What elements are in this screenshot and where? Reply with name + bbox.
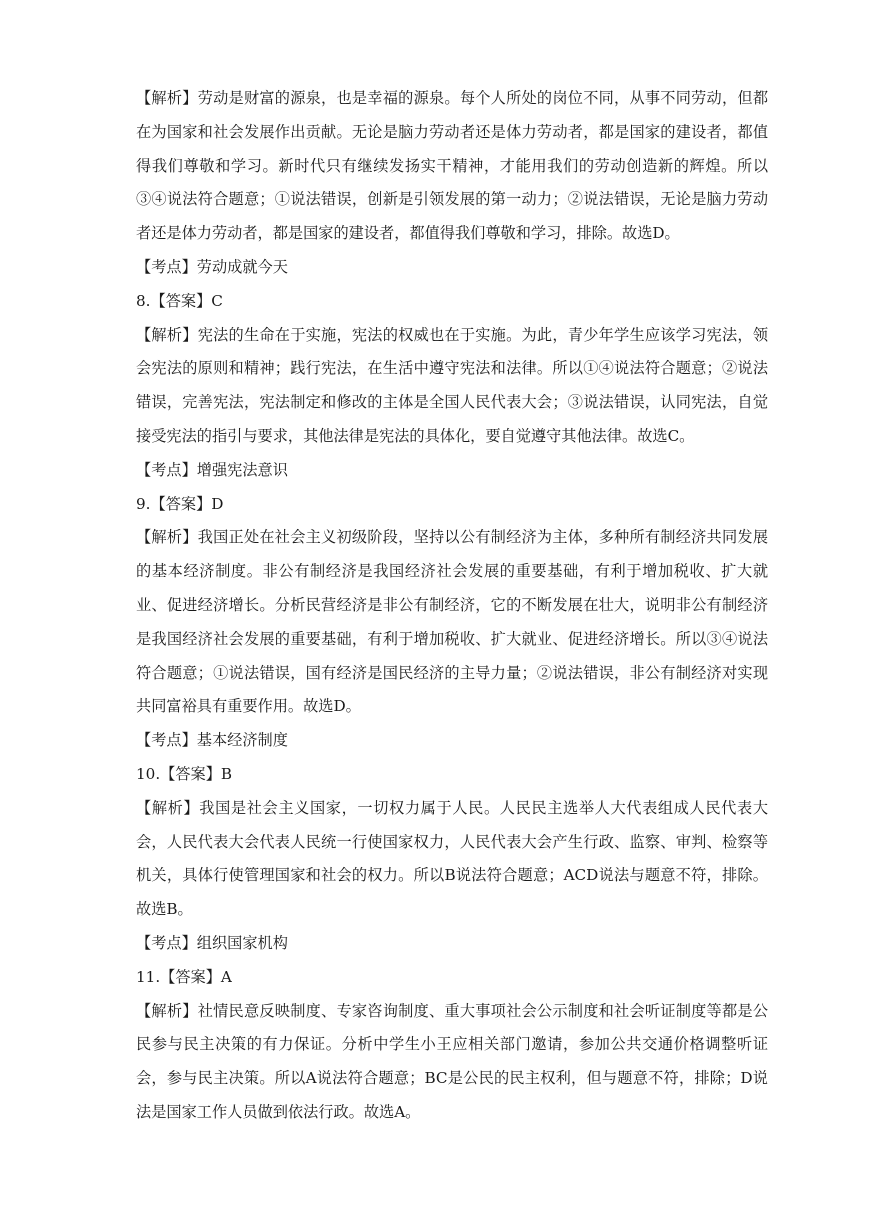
analysis-text: 我国正处在社会主义初级阶段，坚持以公有制经济为主体，多种所有制经济共同发展的基本经济制度。非公有制经济是我国经济社会发展的重要基础，有利于增加税收、扩大就业、促进经济增长。分析民营经济是非公有制经济，它的不断发展在壮大，说明非公有制经济是我国经济社会发展的重要基础，有利于增加税收、扩大就业、促进经济增长。所以③④说法符合题意；①说法错误，国有经济是国民经济的主导力量；②说法错误，非公有制经济对实现共同富裕具有重要作用。故选D。 xyxy=(136,528,769,716)
answer-value: D xyxy=(211,494,224,513)
analysis-11 xyxy=(136,995,768,1130)
answer-11 xyxy=(136,961,768,995)
question-number: 11. xyxy=(136,967,161,986)
point-text: 基本经济制度 xyxy=(196,731,288,750)
answer-label: 【答案】 xyxy=(150,291,212,310)
analysis-text: 社情民意反映制度、专家咨询制度、重大事项社会公示制度和社会听证制度等都是公民参与民主决策的有力保证。分析中学生小王应相关部门邀请，参加公共交通价格调整听证会，参与民主决策。所以A说法符合题意；BC是公民的民主权利，但与题意不符，排除；D说法是国家工作人员做到依法行政。故选A。 xyxy=(136,1001,769,1121)
analysis-label: 【解析】 xyxy=(136,1001,198,1020)
point-label: 【考点】 xyxy=(136,933,197,952)
analysis-label: 【解析】 xyxy=(136,798,200,817)
analysis-label: 【解析】 xyxy=(136,528,198,547)
answer-label: 【答案】 xyxy=(150,494,212,513)
question-number: 8. xyxy=(136,291,151,310)
analysis-text: 劳动是财富的源泉，也是幸福的源泉。每个人所处的岗位不同，从事不同劳动，但都在为国家和社会发展作出贡献。无论是脑力劳动者还是体力劳动者，都是国家的建设者，都值得我们尊敬和学习。新时代只有继续发扬实干精神，才能用我们的劳动创造新的辉煌。所以③④说法符合题意；①说法错误，创新是引领发展的第一动力；②说法错误，无论是脑力劳动者还是体力劳动者，都是国家的建设者，都值得我们尊敬和学习，排除。故选D。 xyxy=(136,89,769,243)
point-label: 【考点】 xyxy=(136,731,197,750)
point-7 xyxy=(136,251,768,285)
answer-sheet xyxy=(136,82,768,1130)
point-label: 【考点】 xyxy=(136,460,197,479)
analysis-9 xyxy=(136,521,768,724)
answer-value: B xyxy=(220,764,233,783)
analysis-10 xyxy=(136,792,768,927)
analysis-label: 【解析】 xyxy=(136,89,198,107)
answer-value: C xyxy=(211,291,223,310)
analysis-text: 宪法的生命在于实施，宪法的权威也在于实施。为此，青少年学生应该学习宪法，领会宪法的原则和精神；践行宪法，在生活中遵守宪法和法律。所以①④说法符合题意；②说法错误，完善宪法，宪法制定和修改的主体是全国人民代表大会；③说法错误，认同宪法，自觉接受宪法的指引与要求，其他法律是宪法的具体化，要自觉遵守其他法律。故选C。 xyxy=(136,325,769,445)
point-8 xyxy=(136,454,768,488)
analysis-8 xyxy=(136,319,768,454)
answer-label: 【答案】 xyxy=(160,764,221,783)
analysis-text: 我国是社会主义国家，一切权力属于人民。人民民主选举人大代表组成人民代表大会，人民代表大会代表人民统一行使国家权力，人民代表大会产生行政、监察、审判、检察等机关，具体行使管理国家和社会的权力。所以B说法符合题意；ACD说法与题意不符，排除。故选B。 xyxy=(136,798,769,919)
answer-label: 【答案】 xyxy=(160,967,221,986)
answer-9 xyxy=(136,488,768,522)
analysis-7 xyxy=(136,82,768,251)
analysis-label: 【解析】 xyxy=(136,325,198,344)
answer-10 xyxy=(136,758,768,792)
point-text: 劳动成就今天 xyxy=(196,257,288,276)
answer-8 xyxy=(136,285,768,319)
point-label: 【考点】 xyxy=(136,257,197,276)
point-10 xyxy=(136,927,768,961)
point-text: 组织国家机构 xyxy=(196,933,288,952)
answer-value: A xyxy=(220,967,232,986)
question-number: 9. xyxy=(136,494,151,513)
point-9 xyxy=(136,724,768,758)
point-text: 增强宪法意识 xyxy=(196,460,288,479)
question-number: 10. xyxy=(136,764,161,783)
